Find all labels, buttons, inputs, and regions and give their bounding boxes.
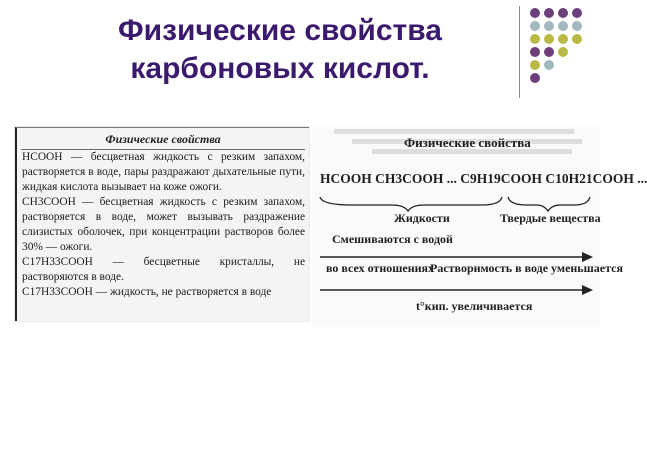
paragraph-c17h33cooh-liquid: C17H33COOH — жидкость, не растворяется в воде (22, 286, 272, 298)
solids-label: Твердые вещества (500, 211, 601, 225)
decorative-divider (519, 6, 520, 98)
decorative-dot (544, 60, 554, 70)
textbook-scan-right (312, 127, 647, 327)
acid-formula-series: HCOOH CH3COOH ... C9H19COOH C10H21COOH ... (320, 171, 647, 186)
scan-right-arrows (312, 127, 600, 327)
decorative-dot (530, 8, 540, 18)
solubility-label: Растворимость в воде уменьшается (430, 261, 623, 275)
mix-label-line-2: во всех отношениях (326, 261, 435, 275)
paragraph-c17h33cooh-crystals: C17H33COOH — бесцветные кристаллы, не растворяются в воде. (22, 256, 305, 283)
boiling-arrow-head (582, 285, 593, 295)
decorative-dot (558, 47, 568, 57)
slide-title (60, 12, 500, 88)
boiling-point-label: t°кип. увеличивается (416, 299, 533, 313)
decorative-dot (530, 73, 540, 83)
liquids-label: Жидкости (394, 211, 450, 225)
slide-title-line-2: карбоновых кислот. (130, 52, 430, 85)
solids-brace (508, 197, 590, 211)
scan-left-heading: Физические свойства (105, 132, 221, 146)
paragraph-ch3cooh: CH3COOH — бесцветная жидкость с резким запахом, растворяется в воде, может вызывать раздражение слизистых оболочек, при концентрации растворов более 30% — ожоги. (22, 196, 305, 253)
liquids-brace (320, 197, 502, 211)
scan-right-heading: Физические свойства (404, 135, 531, 150)
decorative-dot (572, 8, 582, 18)
decorative-dot (530, 47, 540, 57)
decorative-dot (544, 34, 554, 44)
paragraph-hcooh: HCOOH — бесцветная жидкость с резким запахом, растворяется в воде, пары раздражают дыхательные пути, жидкая кислота вызывает на коже ожоги. (22, 151, 305, 193)
decorative-dot (558, 8, 568, 18)
decorative-dot-grid (530, 8, 590, 84)
decorative-dot (530, 34, 540, 44)
decorative-dot (530, 60, 540, 70)
decorative-dot (558, 21, 568, 31)
decorative-dot (544, 21, 554, 31)
decorative-dot (544, 47, 554, 57)
slide-title-line-1: Физические свойства (118, 14, 442, 47)
mix-label-line-1: Смешиваются с водой (332, 232, 453, 246)
decorative-dot (530, 21, 540, 31)
decorative-dot (544, 8, 554, 18)
textbook-scan-left (15, 127, 309, 321)
decorative-dot (572, 21, 582, 31)
decorative-dot (558, 34, 568, 44)
decorative-dot (572, 34, 582, 44)
